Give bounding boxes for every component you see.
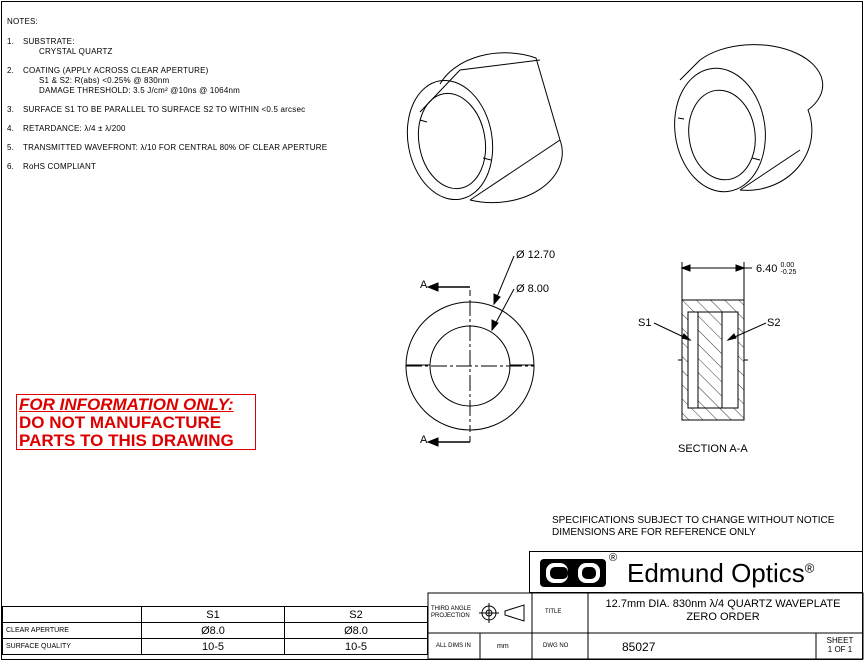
- warning-line-1: FOR INFORMATION ONLY:: [19, 395, 234, 414]
- units-value: mm: [497, 643, 509, 650]
- thickness-value: 6.40: [756, 262, 778, 275]
- note-number: 2.: [7, 66, 15, 75]
- projection-label: [431, 606, 471, 620]
- sheet-label: SHEET: [826, 636, 854, 645]
- row-label: SURFACE QUALITY: [3, 639, 142, 655]
- sheet-value: 1 OF 1: [827, 645, 853, 654]
- surface-quality-s1: 10-5: [142, 639, 285, 655]
- surface-quality-s2: 10-5: [285, 639, 428, 655]
- clear-aperture-s2: Ø8.0: [285, 623, 428, 639]
- brand-block: [529, 551, 863, 593]
- surface-table-header-s1: S1: [142, 607, 285, 623]
- spec-note-line-1: SPECIFICATIONS SUBJECT TO CHANGE WITHOUT NOTICE: [552, 515, 835, 526]
- notes-heading: NOTES:: [7, 17, 38, 26]
- note-number: 4.: [7, 124, 15, 133]
- surface-s1-label: S1: [638, 317, 652, 329]
- note-number: 5.: [7, 143, 15, 152]
- warning-line-3: PARTS TO THIS DRAWING: [19, 431, 234, 450]
- surface-s2-label: S2: [767, 317, 781, 329]
- section-mark-bottom: A: [420, 434, 428, 446]
- thickness-dimension: [756, 262, 796, 276]
- outer-diameter-dimension: Ø 12.70: [516, 249, 556, 261]
- note-number: 3.: [7, 105, 15, 114]
- sheet-info: [819, 636, 861, 654]
- surface-table-corner: [3, 607, 142, 623]
- isometric-view-back: [667, 45, 823, 198]
- note-line: COATING (APPLY ACROSS CLEAR APERTURE): [23, 66, 209, 75]
- tolerance-plus: 0.00: [780, 262, 795, 269]
- table-row: [3, 639, 428, 655]
- title-label: TITLE: [545, 609, 562, 615]
- logo-registered-mark: ®: [609, 552, 618, 564]
- drawing-title-line-1: 12.7mm DIA. 830nm λ/4 QUARTZ WAVEPLATE: [605, 598, 841, 610]
- drawing-number: 85027: [622, 640, 656, 654]
- note-line: RoHS COMPLIANT: [23, 162, 97, 171]
- tolerance-minus: -0.25: [780, 269, 797, 276]
- projection-label-2: PROJECTION: [431, 613, 470, 619]
- note-line: S1 & S2: R(abs) <0.25% @ 830nm: [39, 76, 170, 85]
- drawing-title: [588, 598, 858, 624]
- section-mark-top: A: [420, 279, 428, 291]
- note-number: 6.: [7, 162, 15, 171]
- brand-registered-mark: ®: [804, 560, 815, 576]
- note-line: DAMAGE THRESHOLD: 3.5 J/cm² @10ns @ 1064nm: [39, 86, 240, 95]
- note-line: CRYSTAL QUARTZ: [39, 47, 113, 56]
- inner-diameter-dimension: Ø 8.00: [516, 283, 550, 295]
- isometric-view-front: [398, 53, 562, 207]
- specification-note: [552, 515, 834, 539]
- note-number: 1.: [7, 37, 15, 46]
- edmund-optics-logo: [540, 559, 606, 587]
- projection-label-1: THIRD ANGLE: [431, 606, 472, 612]
- section-view: [654, 262, 766, 420]
- surface-table-header-s2: S2: [285, 607, 428, 623]
- note-line: TRANSMITTED WAVEFRONT: λ/10 FOR CENTRAL 80% OF CLEAR APERTURE: [23, 143, 328, 152]
- spec-note-line-2: DIMENSIONS ARE FOR REFERENCE ONLY: [552, 527, 756, 538]
- all-dims-label: ALL DIMS IN: [436, 643, 471, 649]
- brand-name: [627, 558, 814, 589]
- note-line: SUBSTRATE:: [23, 37, 75, 46]
- warning-line-2: DO NOT MANUFACTURE: [19, 413, 222, 432]
- third-angle-projection-icon: [479, 603, 524, 623]
- section-title: SECTION A-A: [678, 443, 748, 455]
- surface-table: [2, 606, 428, 655]
- drawing-number-label: DWG NO: [543, 643, 569, 649]
- drawing-title-line-2: ZERO ORDER: [686, 611, 760, 623]
- note-line: SURFACE S1 TO BE PARALLEL TO SURFACE S2 TO WITHIN <0.5 arcsec: [23, 105, 306, 114]
- table-row: [3, 623, 428, 639]
- brand-text: Edmund Optics: [627, 558, 805, 588]
- row-label: CLEAR APERTURE: [3, 623, 142, 639]
- clear-aperture-s1: Ø8.0: [142, 623, 285, 639]
- note-line: RETARDANCE: λ/4 ± λ/200: [23, 124, 126, 133]
